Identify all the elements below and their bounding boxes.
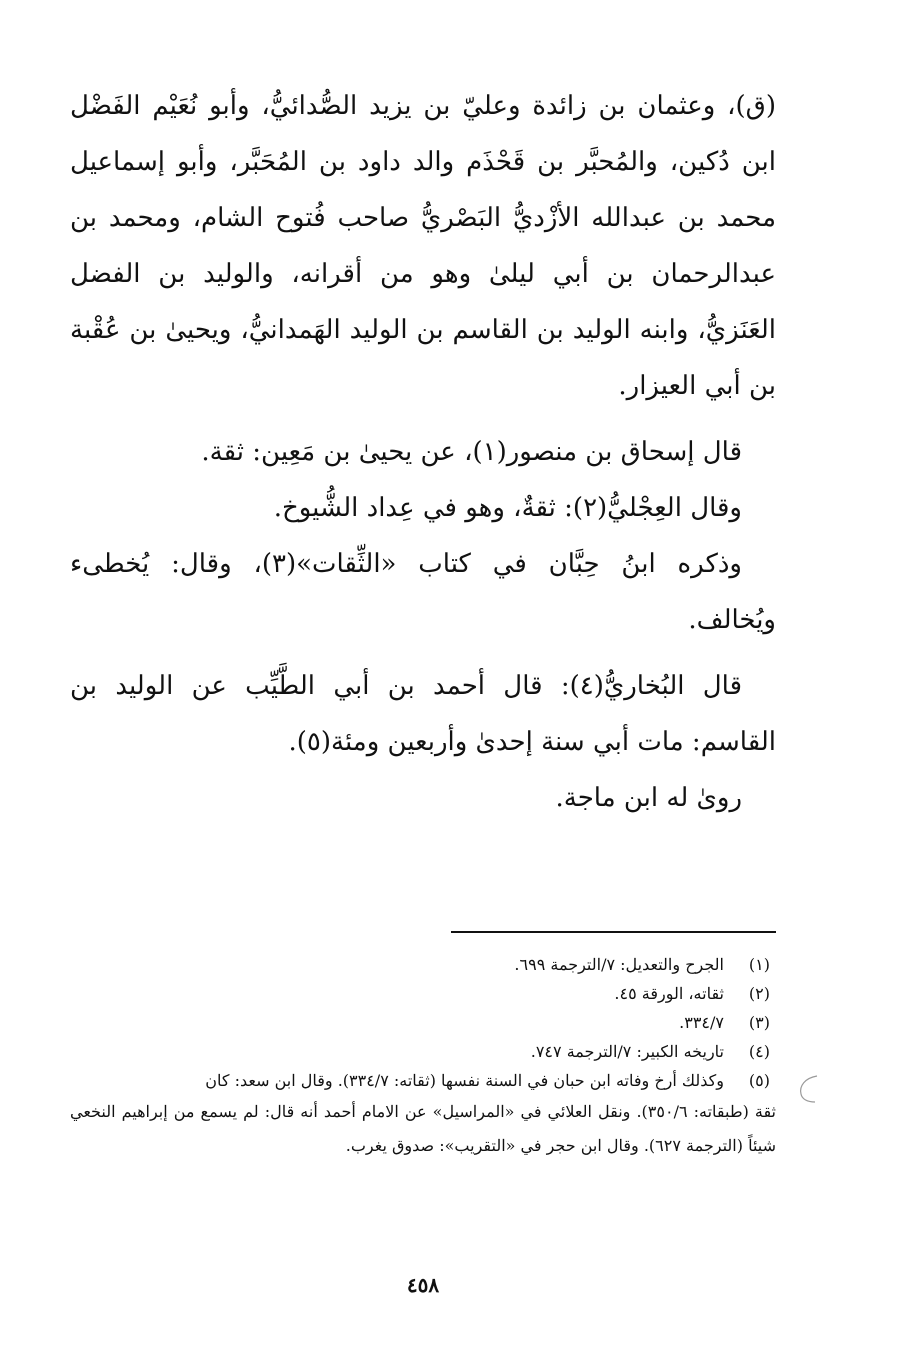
paragraph-bukhari: قال البُخاريُّ(٤): قال أحمد بن أبي الطَّيِّب عن الوليد بن القاسم: مات أبي سنة إحدىٰ وأربعين ومئة(٥). — [70, 671, 776, 757]
margin-mark-icon — [795, 1072, 821, 1106]
page-number: ٤٥٨ — [406, 1273, 440, 1297]
footnote-text: ثقاته، الورقة ٤٥. — [614, 984, 724, 1003]
footnote-text: الجرح والتعديل: ٧/الترجمة ٦٩٩. — [514, 955, 724, 974]
paragraph-narrators: (ق)، وعثمان بن زائدة وعليّ بن يزيد الصُّدائيُّ، وأبو نُعَيْم الفَضْل ابن دُكين، والمُحبَّر بن قَحْذَم والد داود بن المُحَبَّر، وأبو إسماعيل محمد بن عبدالله الأزْديُّ البَصْريُّ صاحب فُتوح الشام، ومحمد بن عبدالرحمان بن أبي ليلىٰ وهو من أقرانه، والوليد بن الفضل العَنَزيُّ، وابنه الوليد بن القاسم بن الوليد الهَمدانيُّ، ويحيىٰ بن عُقْبة بن أبي العيزار. — [70, 91, 776, 401]
paragraph-ibn-majah: روىٰ له ابن ماجة. — [555, 783, 742, 813]
footnotes — [70, 950, 776, 1163]
main-text — [70, 78, 776, 826]
footnote-number: (٥) — [748, 1071, 770, 1090]
footnote-number: (٣) — [748, 1013, 770, 1032]
footnote-number: (٢) — [748, 984, 770, 1003]
footnote-text: تاريخه الكبير: ٧/الترجمة ٧٤٧. — [530, 1042, 724, 1061]
book-page — [70, 78, 776, 1338]
footnote-2 — [70, 979, 776, 1008]
footnote-1 — [70, 950, 776, 979]
footnote-3 — [70, 1008, 776, 1037]
footnote-number: (٤) — [748, 1042, 770, 1061]
footnote-divider — [451, 931, 776, 933]
footnote-4 — [70, 1037, 776, 1066]
footnote-text: وكذلك أرخ وفاته ابن حبان في السنة نفسها (ثقاته: ٣٣٤/٧). وقال ابن سعد: كان — [205, 1071, 724, 1090]
footnote-5-continuation: ثقة (طبقاته: ٣٥٠/٦). ونقل العلائي في «المراسيل» عن الامام أحمد أنه قال: لم يسمع من إبراهيم النخعي شيئاً (الترجمة ٦٢٧). وقال ابن حجر في «التقريب»: صدوق يغرب. — [70, 1102, 776, 1155]
paragraph-ishaq: قال إسحاق بن منصور(١)، عن يحيىٰ بن مَعِين: ثقة. — [201, 437, 742, 467]
footnote-5 — [70, 1066, 776, 1095]
footnote-number: (١) — [748, 955, 770, 974]
paragraph-ijli: وقال العِجْليُّ(٢): ثقةٌ، وهو في عِداد الشُّيوخ. — [273, 493, 742, 523]
paragraph-ibn-hibban: وذكره ابنُ حِبَّان في كتاب «الثِّقات»(٣)، وقال: يُخطىء ويُخالف. — [70, 549, 776, 635]
footnote-text: ٣٣٤/٧. — [679, 1013, 724, 1032]
